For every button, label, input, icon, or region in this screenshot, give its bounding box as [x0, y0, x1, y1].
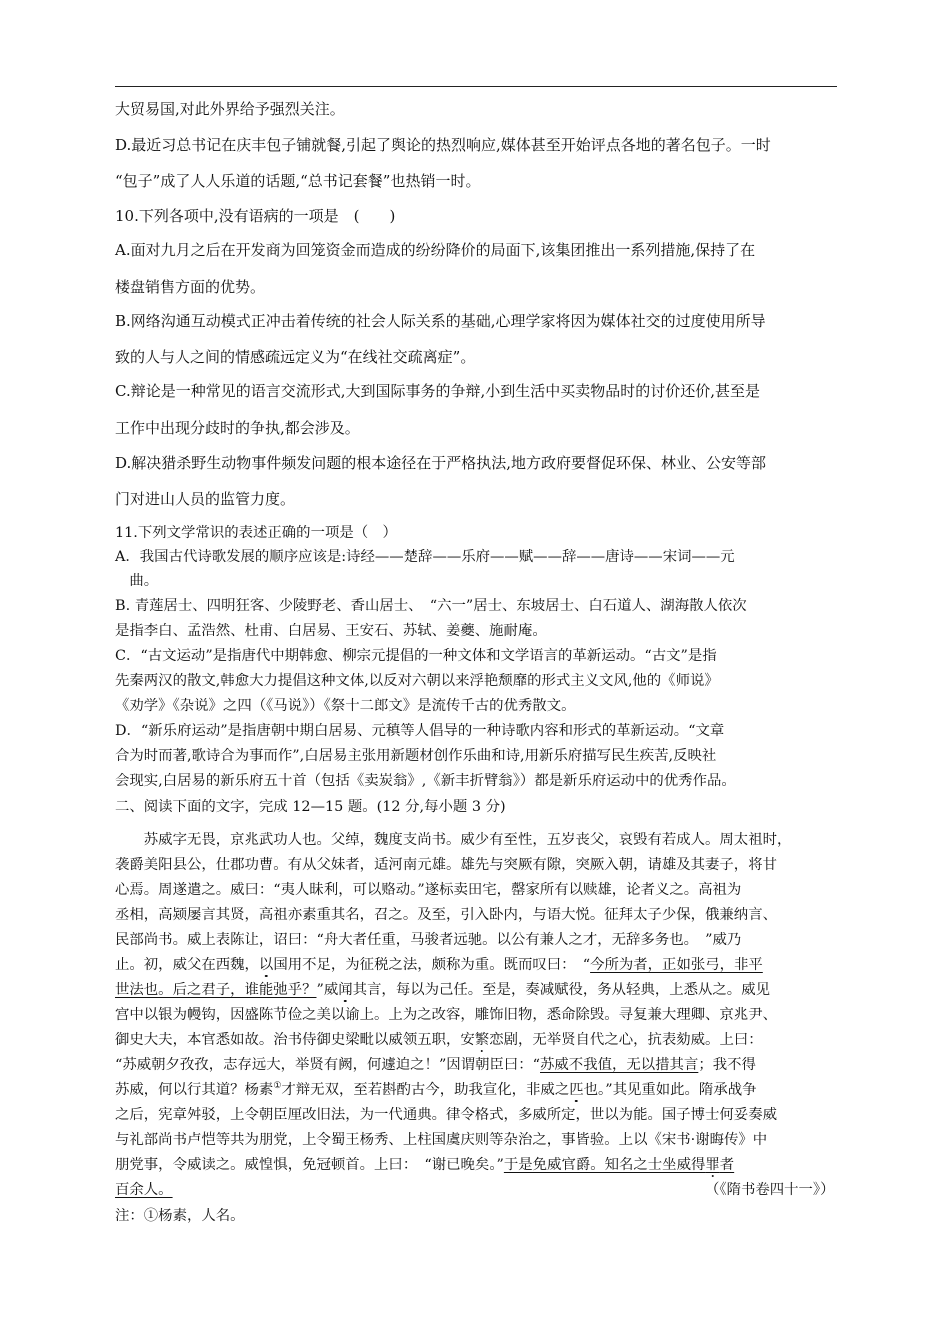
text-line: 大贸易国,对此外界给予强烈关注。 — [115, 100, 345, 118]
text-line: 合为时而著,歌诗合为事而作”,白居易主张用新题材创作乐曲和诗,用新乐府描写民生疾苦,反映社 — [115, 748, 717, 764]
option-b: B. 青莲居士、四明狂客、少陵野老、香山居士、 “六一”居士、东坡居士、白石道人、湖海散人依次 — [115, 598, 747, 614]
question-10-stem: 10.下列各项中,没有语病的一项是 ( ) — [115, 207, 396, 225]
underlined-sentence: 于是免威官爵。知名之士坐威得罪者 — [503, 1157, 735, 1173]
question-11-stem: 11.下列文学常识的表述正确的一项是（ ） — [115, 525, 397, 541]
text-line: 致的人与人之间的情感疏远定义为“在线社交疏离症”。 — [115, 348, 476, 366]
passage-line: 与礼部尚书卢恺等共为朋党，上令蜀王杨秀、上柱国虞庆则等杂治之，事皆验。上以《宋书·谢晦传》中 — [115, 1132, 768, 1148]
passage-line: 丞相，高颎屡言其贤，高祖亦素重其名，召之。及至，引入卧内，与语大悦。征拜太子少保，俄兼纳言、 — [115, 907, 777, 923]
passage-line: 世法也。后之君子，谁能弛乎？”威闻其言，每以为己任。至是，奏减赋役，务从轻典，上悉从之。威见 — [115, 982, 770, 998]
text-line: 门对进山人员的监管力度。 — [115, 490, 296, 508]
text-line: 先秦两汉的散文,韩愈大力提倡这种文体,以反对六朝以来浮艳颓靡的形式主义文风,他的《师说》 — [115, 673, 719, 689]
underlined-sentence: 今所为者，正如张弓，非平 — [590, 957, 763, 973]
underlined-sentence: 苏威不我值，无以措其言 — [540, 1057, 699, 1073]
text-line: 工作中出现分歧时的争执,都会涉及。 — [115, 419, 360, 437]
text-line: “包子”成了人人乐道的话题,“总书记套餐”也热销一时。 — [115, 172, 481, 190]
passage-line: 苏威字无畏，京兆武功人也。父绰，魏度支尚书。威少有至性，五岁丧父，哀毁有若成人。周太祖时， — [115, 832, 792, 848]
passage-line: 苏威，何以行其道？杨素①才辩无双，至若斟酌古今，助我宣化，非威之匹也。”其见重如此。隋承战争 — [115, 1081, 757, 1098]
source-citation: （《隋书卷四十一》） — [705, 1182, 835, 1198]
dotted-word: 以 — [258, 957, 274, 973]
option-c: C.辩论是一种常见的语言交流形式,大到国际事务的争辩,小到生活中买卖物品时的讨价还价,甚至是 — [115, 382, 761, 400]
text-line: 楼盘销售方面的优势。 — [115, 278, 266, 296]
passage-line: 朋党事，令威读之。威惶惧，免冠顿首。上曰： “谢已晚矣。”于是免威官爵。知名之士坐威得罪者 — [115, 1157, 735, 1173]
dotted-word: 闻 — [338, 982, 353, 998]
header-rule — [115, 86, 837, 87]
passage-line: 止。初，威父在西魏，以国用不足，为征税之法，颇称为重。既而叹曰： “今所为者，正如张弓，非平 — [115, 957, 763, 973]
passage-line: 心焉。周遂遣之。威曰：“夷人昧利，可以赂动。”遂标卖田宅，罄家所有以赎雄，论者义之。高祖为 — [115, 882, 742, 898]
option-a: A．我国古代诗歌发展的顺序应该是:诗经——楚辞——乐府——赋——辞——唐诗——宋词——元 — [115, 549, 735, 565]
text-line: 会现实,白居易的新乐府五十首（包括《卖炭翁》,《新丰折臂翁》）都是新乐府运动中的优秀作品。 — [115, 773, 736, 789]
footnote-marker: ① — [273, 1081, 282, 1092]
passage-line: 袭爵美阳县公，仕郡功曹。有从父妹者，适河南元雄。雄先与突厥有隙，突厥入朝，请雄及其妻子，将甘 — [115, 857, 777, 873]
option-b: B.网络沟通互动模式正冲击着传统的社会人际关系的基础,心理学家将因为媒体社交的过度使用所导 — [115, 312, 766, 330]
dotted-word: 繁 — [474, 1032, 490, 1048]
passage-line: 御史大夫，本官悉如故。治书侍御史梁毗以威领五职，安繁恋剧，无举贤自代之心，抗表劾威。上曰： — [115, 1032, 763, 1048]
option-d: D．“新乐府运动”是指唐朝中期白居易、元稹等人倡导的一种诗歌内容和形式的革新运动。“文章 — [115, 723, 725, 739]
footnote: 注：①杨素，人名。 — [115, 1208, 245, 1224]
underlined-sentence: 百余人。 — [115, 1182, 173, 1198]
passage-line: 民部尚书。威上表陈让，诏曰：“舟大者任重，马骏者远驰。以公有兼人之才，无辞多务也。 ”威乃 — [115, 932, 742, 948]
option-d: D.解决猎杀野生动物事件频发问题的根本途径在于严格执法,地方政府要督促环保、林业、公安等部 — [115, 454, 767, 472]
passage-line: 宫中以银为幔钩，因盛陈节俭之美以谕上。上为之改容，雕饰旧物，悉命除毁。寻复兼大理卿、京兆尹、 — [115, 1007, 777, 1023]
text-line: D.最近习总书记在庆丰包子铺就餐,引起了舆论的热烈响应,媒体甚至开始评点各地的著名包子。一时 — [115, 136, 771, 154]
passage-line — [115, 1180, 835, 1200]
section-heading: 二、阅读下面的文字，完成 12—15 题。(12 分,每小题 3 分) — [115, 799, 506, 815]
option-a: A.面对九月之后在开发商为回笼资金而造成的纷纷降价的局面下,该集团推出一系列措施,保持了在 — [115, 241, 756, 259]
text-line: 《劝学》《杂说》之四（《马说》）《祭十二郎文》是流传千古的优秀散文。 — [115, 698, 576, 714]
dotted-word: 匹 — [569, 1082, 584, 1098]
option-c: C．“古文运动”是指唐代中期韩愈、柳宗元提倡的一种文体和文学语言的革新运动。“古文”是指 — [115, 648, 717, 664]
text-line: 曲。 — [115, 573, 159, 589]
passage-line: “苏威朝夕孜孜，志存远大，举贤有阙，何遽迫之！”因谓朝臣曰：“苏威不我值，无以措其言；我不得 — [115, 1057, 756, 1073]
text-line: 是指李白、孟浩然、杜甫、白居易、王安石、苏轼、姜夔、施耐庵。 — [115, 623, 547, 639]
dotted-word: 罪 — [705, 1157, 720, 1173]
underlined-sentence: 世法也。后之君子，谁能弛乎？ — [115, 982, 317, 998]
passage-line: 之后，宪章舛驳，上令朝臣厘改旧法，为一代通典。律令格式，多威所定，世以为能。国子博士何妥奏威 — [115, 1107, 777, 1123]
